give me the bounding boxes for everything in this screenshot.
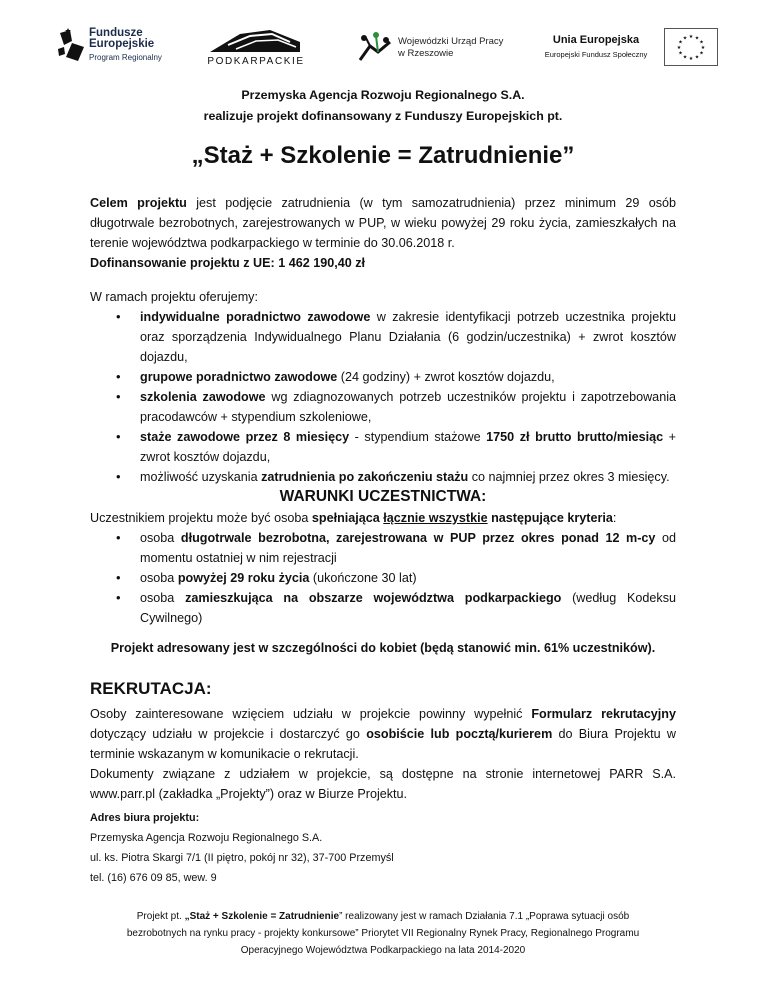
wup-figure-icon xyxy=(356,30,394,64)
condition-bold: powyżej 29 roku życia xyxy=(177,571,310,585)
recruitment-bold: Formularz rekrutacyjny xyxy=(531,707,676,721)
svg-text:★: ★ xyxy=(688,56,694,62)
agency-realizes-line: realizuje projekt dofinansowany z Funduszy Europejskich pt. xyxy=(203,109,563,123)
offer-item-text: - stypendium stażowe xyxy=(349,430,487,444)
offer-item-bold: grupowe poradnictwo zawodowe xyxy=(140,370,338,384)
agency-name: Przemyska Agencja Rozwoju Regionalnego S.A. xyxy=(241,88,525,102)
offer-lead: W ramach projektu oferujemy: xyxy=(90,290,258,304)
svg-text:★: ★ xyxy=(688,34,694,40)
fundusze-europejskie-logo xyxy=(56,22,186,78)
intro-lead: Celem projektu xyxy=(90,196,187,210)
conditions-intro xyxy=(90,508,676,528)
footer-bold: „Staż + Szkolenie = Zatrudnienie xyxy=(184,911,340,922)
conditions-intro-bold: spełniająca xyxy=(311,511,384,525)
conditions-heading: WARUNKI UCZESTNICTWA: xyxy=(279,488,487,505)
list-item xyxy=(90,307,676,367)
offer-item-text: + zwrot kosztów dojazdu, xyxy=(140,430,677,464)
fe-logo-line3: Program Regionalny xyxy=(89,53,162,62)
offer-item-text: możliwość uzyskania xyxy=(140,470,262,484)
conditions-intro-colon: : xyxy=(612,511,617,525)
recruitment-documents-text: Dokumenty związane z udziałem w projekcie, są dostępne na stronie internetowej PARR S.A. www.parr.pl (zakładka „Projekty”) oraz w Biurze Projektu. xyxy=(90,767,676,801)
condition-text: (według Kodeksu Cywilnego) xyxy=(140,591,677,625)
recruitment-heading: REKRUTACJA: xyxy=(90,679,212,698)
condition-text: osoba xyxy=(140,591,186,605)
svg-text:★: ★ xyxy=(676,45,682,51)
ue-logo-line1: Unia Europejska xyxy=(552,34,640,46)
footer-note xyxy=(110,908,656,959)
condition-text: osoba xyxy=(140,571,178,585)
svg-text:★: ★ xyxy=(694,54,700,61)
offer-item-bold: indywidualne poradnictwo zawodowe xyxy=(140,310,371,324)
address-line: Przemyska Agencja Rozwoju Regionalnego S.A. xyxy=(90,832,323,844)
condition-text: (ukończone 30 lat) xyxy=(309,571,417,585)
fundusze-europejskie-star-icon xyxy=(56,27,86,65)
project-title: „Staż + Szkolenie = Zatrudnienie” xyxy=(191,142,575,169)
recruitment-paragraph xyxy=(90,704,676,804)
svg-text:★: ★ xyxy=(700,45,706,51)
offer-item-text: w zakresie identyfikacji potrzeb uczestnika projektu oraz sporządzenia Indywidualnego Planu Działania (6 godzin/uczestnika) + zwrot kosztów dojazdu, xyxy=(140,310,676,364)
condition-text: osoba xyxy=(140,531,181,545)
offer-item-text: wg zdiagnozowanych potrzeb uczestników projektu i zapotrzebowania pracodawców + stypendium szkoleniowe, xyxy=(140,390,676,424)
unia-europejska-logo xyxy=(536,22,716,78)
footer-text: ” realizowany jest w ramach Działania 7.1 „Poprawa sytuacji osób bezrobotnych na rynku pracy - projekty konkursowe” Priorytet VII Regionalny Rynek Pracy, Regionalnego Programu Operacyjnego Województwa Podkarpackiego na lata 2014-2020 xyxy=(126,911,640,956)
recruitment-text: Osoby zainteresowane wzięciem udziału w projekcie powinny wypełnić xyxy=(90,707,532,721)
podkarpackie-logo-text: PODKARPACKIE xyxy=(207,56,305,67)
conditions-intro-text: Uczestnikiem projektu może być osoba xyxy=(90,511,312,525)
svg-text:★: ★ xyxy=(678,50,683,57)
list-item xyxy=(90,467,676,487)
offer-item-bold: 1750 zł brutto brutto/miesiąc xyxy=(486,430,664,444)
fe-logo-line2: Europejskie xyxy=(89,38,155,50)
funding-line: Dofinansowanie projektu z UE: 1 462 190,40 zł xyxy=(90,256,366,270)
offer-list xyxy=(90,307,676,487)
women-target-note: Projekt adresowany jest w szczególności do kobiet (będą stanowić min. 61% uczestników). xyxy=(110,641,656,655)
wup-logo-line1: Wojewódzki Urząd Pracy xyxy=(398,36,504,47)
list-item xyxy=(90,528,676,568)
agency-header xyxy=(90,85,676,127)
intro-text: jest podjęcie zatrudnienia (w tym samozatrudnienia) przez minimum 29 osób długotrwale bezrobotnych, zarejestrowanych w PUP, w wieku powyżej 29 roku życia, zamieszkałych na terenie województwa podkarpackiego w terminie do 30.06.2018 r. xyxy=(90,196,677,250)
list-item xyxy=(90,367,676,387)
logo-strip xyxy=(56,22,716,78)
offer-item-bold: zatrudnienia po zakończeniu stażu xyxy=(261,470,469,484)
recruitment-text: do Biura Projektu w terminie wskazanym w komunikacie o rekrutacji. xyxy=(90,727,676,761)
list-item xyxy=(90,588,676,628)
podkarpackie-logo xyxy=(206,22,306,78)
condition-bold: zamieszkująca na obszarze województwa podkarpackiego xyxy=(185,591,562,605)
svg-text:★: ★ xyxy=(682,54,688,61)
address-label: Adres biura projektu: xyxy=(90,812,200,824)
condition-text: od momentu ostatniej w nim rejestracji xyxy=(140,531,677,565)
conditions-intro-bold: następujące kryteria xyxy=(487,511,613,525)
list-item xyxy=(90,427,676,467)
intro-paragraph xyxy=(90,193,676,273)
wup-rzeszow-logo xyxy=(356,22,516,78)
wup-logo-line2: w Rzeszowie xyxy=(398,48,454,59)
conditions-intro-underlined: łącznie wszystkie xyxy=(383,511,488,525)
podkarpackie-mountain-icon xyxy=(210,30,300,52)
svg-text:★: ★ xyxy=(694,35,700,42)
svg-text:★: ★ xyxy=(682,35,688,42)
list-item xyxy=(90,568,676,588)
svg-text:★: ★ xyxy=(699,50,704,57)
footer-text: Projekt pt. xyxy=(136,911,185,922)
address-line: tel. (16) 676 09 85, wew. 9 xyxy=(90,872,217,884)
offer-item-bold: staże zawodowe przez 8 miesięcy xyxy=(140,430,350,444)
address-line: ul. ks. Piotra Skargi 7/1 (II piętro, pokój nr 32), 37-700 Przemyśl xyxy=(90,852,394,864)
recruitment-bold: osobiście lub pocztą/kurierem xyxy=(366,727,553,741)
conditions-list xyxy=(90,528,676,628)
fe-logo-line1: Fundusze xyxy=(89,27,143,39)
recruitment-text: dotyczący udziału w projekcie i dostarczyć go xyxy=(90,727,367,741)
svg-text:★: ★ xyxy=(678,39,683,46)
offer-item-text: (24 godziny) + zwrot kosztów dojazdu, xyxy=(337,370,555,384)
svg-text:★: ★ xyxy=(699,39,704,46)
project-office-address xyxy=(90,808,676,888)
eu-flag-icon xyxy=(664,28,718,66)
list-item xyxy=(90,387,676,427)
condition-bold: długotrwale bezrobotna, zarejestrowana w PUP przez okres ponad 12 m-cy xyxy=(180,531,656,545)
offer-item-text: co najmniej przez okres 3 miesięcy. xyxy=(468,470,670,484)
offer-item-bold: szkolenia zawodowe xyxy=(140,390,266,404)
ue-logo-line2: Europejski Fundusz Społeczny xyxy=(544,50,648,59)
